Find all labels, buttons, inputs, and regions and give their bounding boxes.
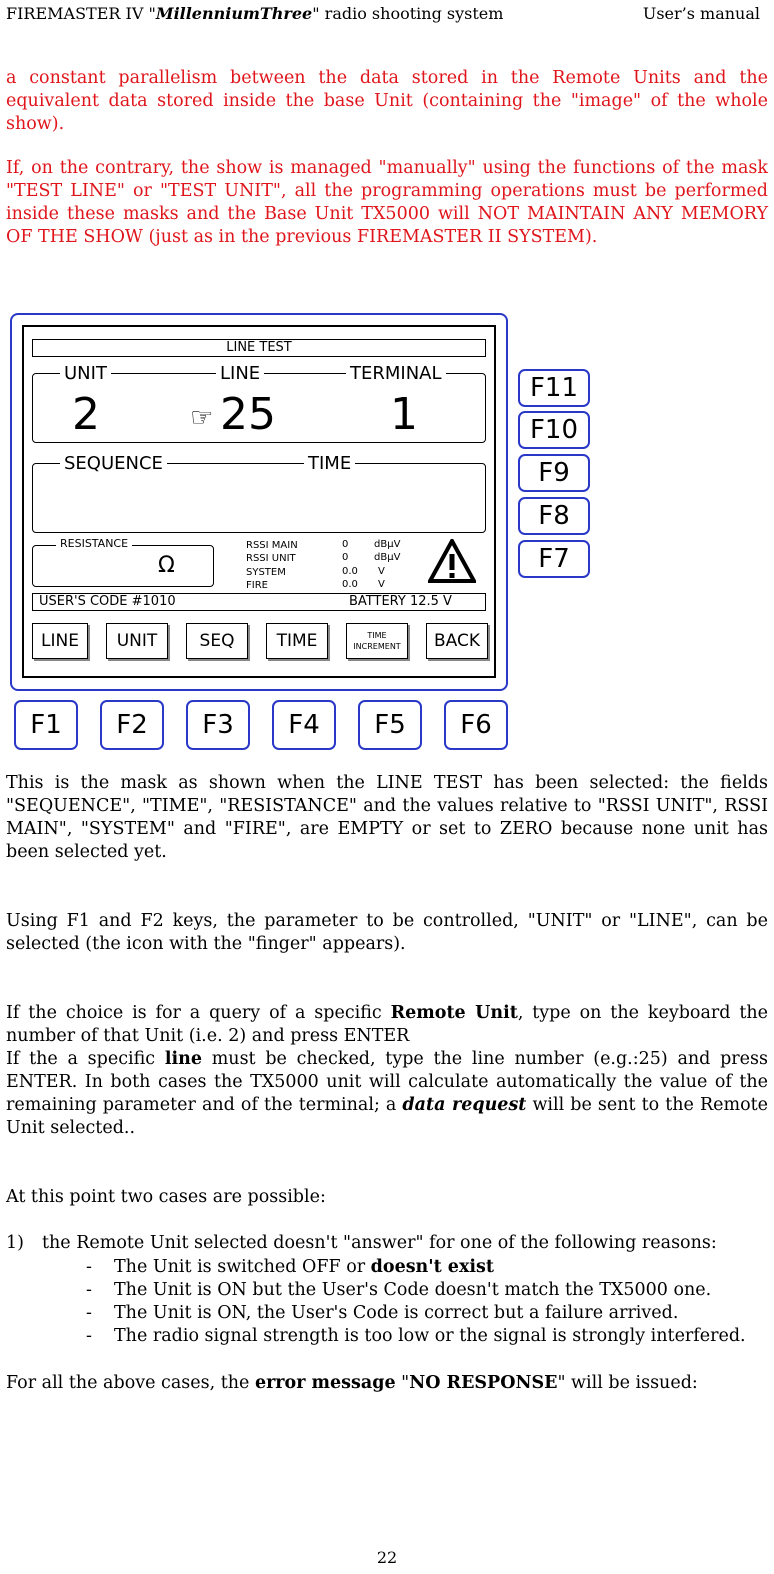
time-label: TIME (304, 455, 355, 473)
f6-key[interactable]: F6 (444, 700, 508, 750)
battery-reading: BATTERY 12.5 V (349, 594, 452, 609)
f9-key[interactable]: F9 (518, 454, 590, 492)
line-test-screen (22, 325, 496, 678)
case-1 (6, 1232, 768, 1255)
reading-unit: V (378, 579, 385, 590)
line-value: 25 (220, 389, 276, 440)
page-number: 22 (376, 1548, 398, 1567)
f10-key[interactable]: F10 (518, 411, 590, 449)
softkey-line[interactable]: LINE (32, 623, 88, 659)
reading-unit: dBμV (374, 552, 401, 563)
reading-name: FIRE (246, 580, 268, 591)
f2-key[interactable]: F2 (100, 700, 164, 750)
warning-icon (428, 539, 476, 583)
softkey-time-increment[interactable]: TIME INCREMENT (346, 623, 408, 659)
reading-unit: V (378, 566, 385, 577)
resistance-label: RESISTANCE (56, 538, 132, 550)
header-manual: User’s manual (642, 4, 760, 23)
intro-paragraph-1: a constant parallelism between the data stored in the Remote Units and the equivalent data stored inside the base Unit (containing the "image" of the whole show). (6, 68, 768, 134)
terminal-label: TERMINAL (346, 365, 446, 383)
resistance-group (32, 545, 214, 587)
reading-name: RSSI UNIT (246, 553, 296, 564)
case-number: 1) (6, 1233, 24, 1253)
user-code: USER'S CODE #1010 (39, 594, 176, 609)
case-text: the Remote Unit selected doesn't "answer" for one of the following reasons: (42, 1233, 717, 1253)
page-header (6, 4, 768, 26)
remote-unit-paragraph: If the choice is for a query of a specific Remote Unit, type on the keyboard the number of that Unit (i.e. 2) and press ENTER (6, 1003, 768, 1046)
f8-key[interactable]: F8 (518, 497, 590, 535)
f1-f2-paragraph: Using F1 and F2 keys, the parameter to be controlled, "UNIT" or "LINE", can be selected (the icon with the "finger" appears). (6, 911, 768, 954)
terminal-value: 1 (390, 389, 418, 440)
status-bar (32, 593, 486, 611)
reading-name: RSSI MAIN (246, 540, 298, 551)
screen-title: LINE TEST (32, 339, 486, 357)
f1-key[interactable]: F1 (14, 700, 78, 750)
reading-name: SYSTEM (246, 567, 286, 578)
f11-key[interactable]: F11 (518, 369, 590, 407)
reading-value: 0 (342, 552, 349, 563)
f3-key[interactable]: F3 (186, 700, 250, 750)
finger-icon: ☞ (190, 403, 214, 433)
cases-paragraph: At this point two cases are possible: (6, 1187, 326, 1207)
softkey-unit[interactable]: UNIT (106, 623, 168, 659)
reading-value: 0.0 (342, 566, 358, 577)
error-paragraph: For all the above cases, the error message "NO RESPONSE" will be issued: (6, 1373, 698, 1393)
line-paragraph: If the a specific line must be checked, type the line number (e.g.:25) and press ENTER. In both cases the TX5000 unit will calculate automatically the value of the remaining parameter and of the terminal; a data request will be sent to the Remote Unit selected.. (6, 1049, 768, 1138)
line-label: LINE (216, 365, 264, 383)
ohm-symbol: Ω (158, 553, 175, 578)
mask-description: This is the mask as shown when the LINE TEST has been selected: the fields "SEQUENCE", "TIME", "RESISTANCE" and the values relative to "RSSI UNIT", RSSI MAIN", "SYSTEM" and "FIRE", are EMPTY or set to ZERO because none unit has been selected yet. (6, 773, 768, 862)
unit-value: 2 (72, 389, 100, 440)
reading-unit: dBμV (374, 539, 401, 550)
softkey-back[interactable]: BACK (426, 623, 488, 659)
reading-value: 0.0 (342, 579, 358, 590)
intro-paragraph-2: If, on the contrary, the show is managed "manually" using the functions of the mask "TEST LINE" or "TEST UNIT", all the programming operations must be performed inside these masks and the Base Unit TX5000 will NOT MAINTAIN ANY MEMORY OF THE SHOW (just as in the previous FIREMASTER II SYSTEM). (6, 158, 768, 247)
softkey-seq[interactable]: SEQ (186, 623, 248, 659)
unit-label: UNIT (60, 365, 111, 383)
header-title: FIREMASTER IV "MillenniumThree" radio shooting system (6, 4, 504, 23)
softkey-time[interactable]: TIME (266, 623, 328, 659)
f4-key[interactable]: F4 (272, 700, 336, 750)
f7-key[interactable]: F7 (518, 540, 590, 578)
f5-key[interactable]: F5 (358, 700, 422, 750)
reading-value: 0 (342, 539, 349, 550)
sequence-label: SEQUENCE (60, 455, 167, 473)
